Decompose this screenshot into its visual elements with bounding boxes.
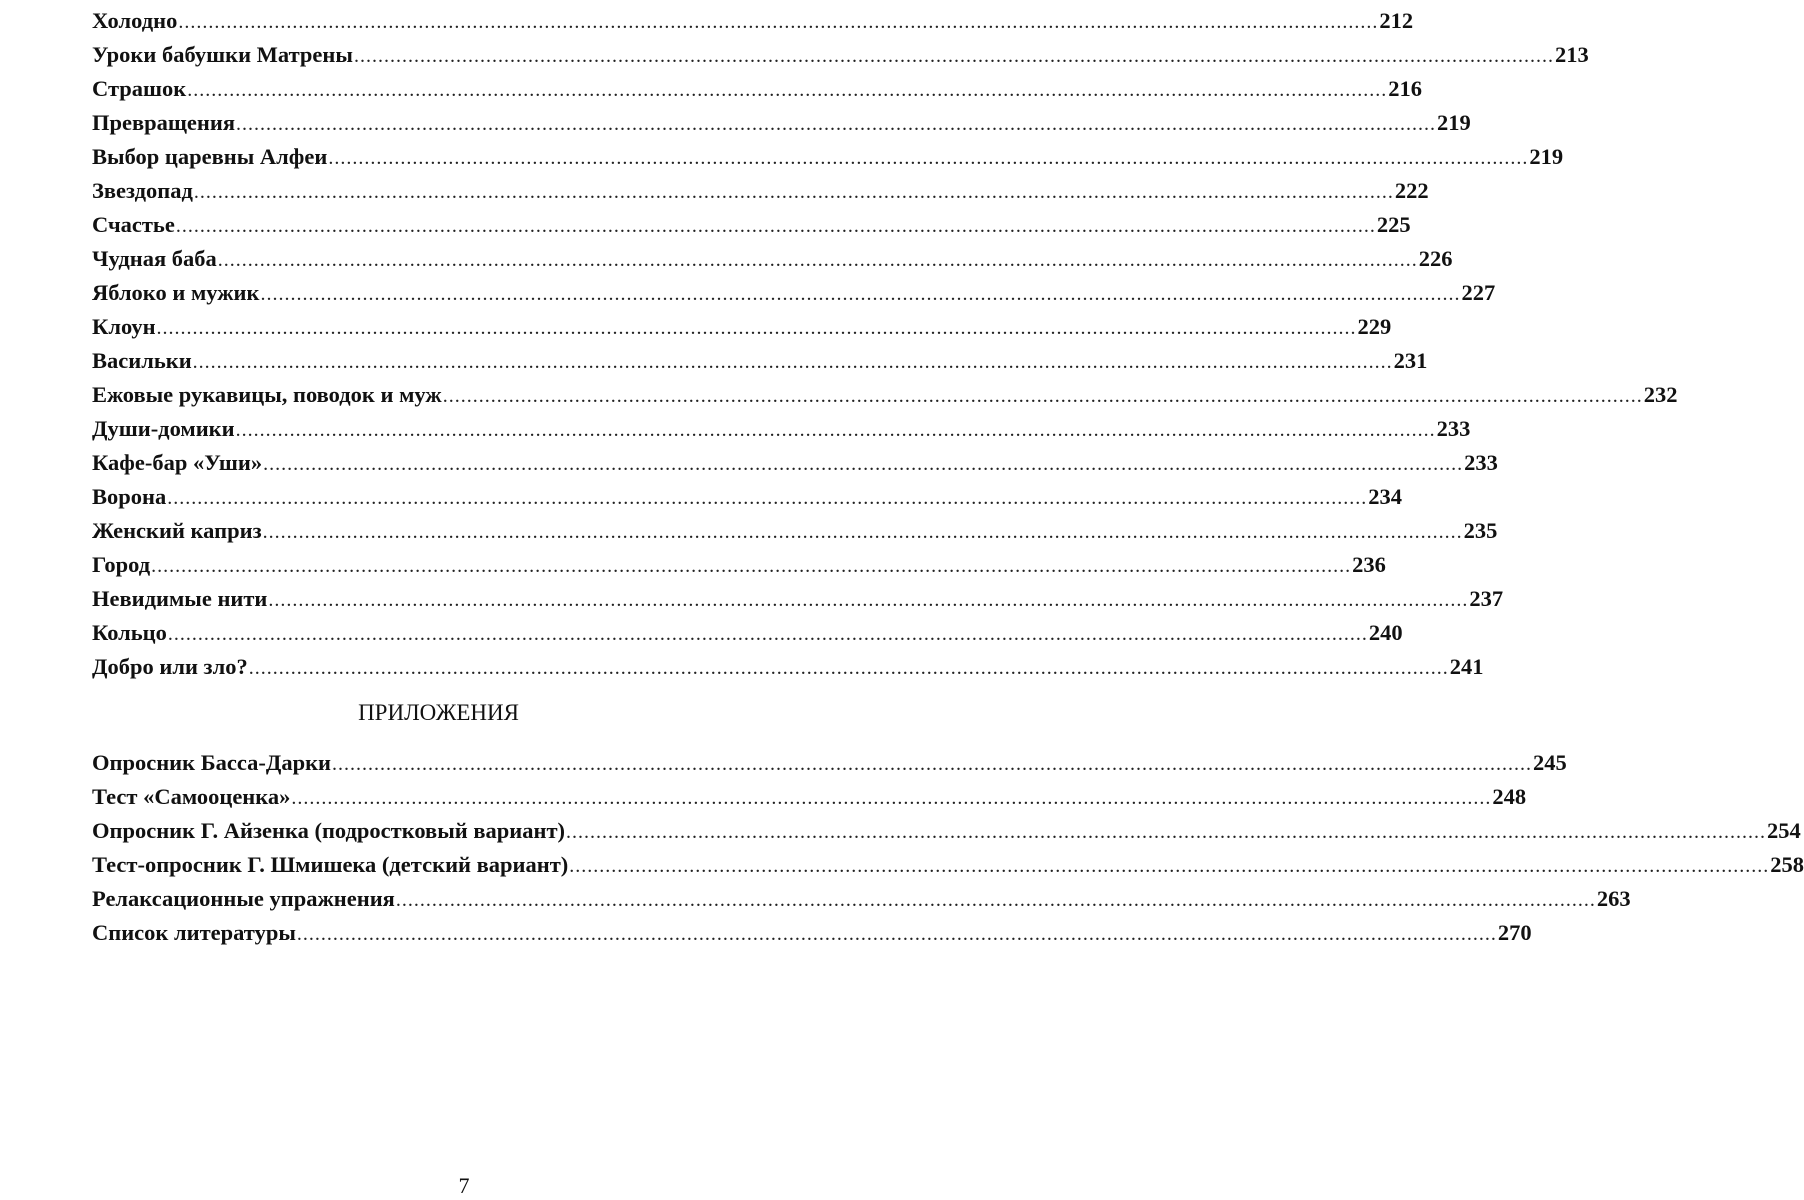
toc-entry-title: Тест-опросник Г. Шмишека (детский вариант) bbox=[92, 852, 569, 877]
toc-entry-page: 240 bbox=[1368, 620, 1403, 645]
toc-leader-dots: ........................................................................................................................................................................................................ bbox=[332, 753, 1533, 775]
toc-entry[interactable] bbox=[92, 242, 1453, 276]
toc-entry-page: 213 bbox=[1554, 42, 1589, 67]
toc-entry[interactable] bbox=[92, 848, 1804, 882]
toc-entry[interactable] bbox=[92, 446, 1498, 480]
toc-entry[interactable] bbox=[92, 4, 1414, 38]
toc-leader-dots: ........................................................................................................................................................................................................ bbox=[260, 283, 1461, 305]
toc-entry-title: Тест «Самооценка» bbox=[92, 784, 291, 809]
toc-entry[interactable] bbox=[92, 650, 1484, 684]
toc-entry-title: Женский каприз bbox=[92, 518, 262, 543]
toc-leader-dots: ........................................................................................................................................................................................................ bbox=[235, 419, 1436, 441]
toc-entry-title: Опросник Г. Айзенка (подростковый вариант) bbox=[92, 818, 566, 843]
toc-leader-dots: ........................................................................................................................................................................................................ bbox=[156, 317, 1357, 339]
toc-entry[interactable] bbox=[92, 310, 1392, 344]
toc-entry-page: 222 bbox=[1394, 178, 1429, 203]
toc-entry-title: Кафе-бар «Уши» bbox=[92, 450, 263, 475]
toc-entry-page: 216 bbox=[1388, 76, 1423, 101]
toc-leader-dots: ........................................................................................................................................................................................................ bbox=[291, 787, 1492, 809]
toc-entry[interactable] bbox=[92, 412, 1471, 446]
toc-leader-dots: ........................................................................................................................................................................................................ bbox=[566, 821, 1767, 843]
toc-entry[interactable] bbox=[92, 514, 1498, 548]
toc-entry-title: Уроки бабушки Матрены bbox=[92, 42, 353, 67]
toc-entry[interactable] bbox=[92, 480, 1402, 514]
toc-entry-page: 235 bbox=[1463, 518, 1498, 543]
toc-leader-dots: ........................................................................................................................................................................................................ bbox=[192, 351, 1393, 373]
toc-leader-dots: ........................................................................................................................................................................................................ bbox=[268, 589, 1469, 611]
toc-entry-page: 270 bbox=[1497, 920, 1532, 945]
toc-leader-dots: ........................................................................................................................................................................................................ bbox=[296, 923, 1497, 945]
toc-entry[interactable] bbox=[92, 140, 1564, 174]
appendix-heading: ПРИЛОЖЕНИЯ bbox=[358, 700, 519, 725]
toc-leader-dots: ........................................................................................................................................................................................................ bbox=[175, 215, 1376, 237]
toc-entry-title: Души-домики bbox=[92, 416, 235, 441]
toc-entry-page: 231 bbox=[1393, 348, 1428, 373]
toc-entry[interactable] bbox=[92, 916, 1532, 950]
toc-leader-dots: ........................................................................................................................................................................................................ bbox=[353, 45, 1554, 67]
toc-entry-page: 233 bbox=[1464, 450, 1498, 475]
toc-leader-dots: ........................................................................................................................................................................................................ bbox=[569, 855, 1770, 877]
toc-entry-page: 212 bbox=[1379, 8, 1414, 33]
toc-entry[interactable] bbox=[92, 882, 1631, 916]
toc-entry-title: Выбор царевны Алфеи bbox=[92, 144, 328, 169]
toc-leader-dots: ........................................................................................................................................................................................................ bbox=[151, 555, 1352, 577]
toc-entry-page: 237 bbox=[1469, 586, 1504, 611]
toc-entry-title: Релаксационные упражнения bbox=[92, 886, 395, 911]
toc-entry-page: 263 bbox=[1596, 886, 1631, 911]
toc-leader-dots: ........................................................................................................................................................................................................ bbox=[262, 521, 1463, 543]
toc-entry[interactable] bbox=[92, 548, 1386, 582]
toc-entry-page: 219 bbox=[1529, 144, 1564, 169]
toc-entry-page: 219 bbox=[1437, 110, 1471, 135]
toc-entry-title: Невидимые нити bbox=[92, 586, 268, 611]
toc-entry-page: 234 bbox=[1368, 484, 1402, 509]
toc-leader-dots: ........................................................................................................................................................................................................ bbox=[167, 487, 1368, 509]
toc-entry-page: 236 bbox=[1352, 552, 1386, 577]
toc-entry-title: Васильки bbox=[92, 348, 192, 373]
toc-leader-dots: ........................................................................................................................................................................................................ bbox=[193, 181, 1394, 203]
toc-leader-dots: ........................................................................................................................................................................................................ bbox=[167, 623, 1368, 645]
toc-entry[interactable] bbox=[92, 780, 1527, 814]
toc-entry[interactable] bbox=[92, 174, 1429, 208]
toc-entry-page: 225 bbox=[1376, 212, 1411, 237]
toc-entry-page: 241 bbox=[1449, 654, 1484, 679]
toc-leader-dots: ........................................................................................................................................................................................................ bbox=[328, 147, 1529, 169]
toc-entry-page: 245 bbox=[1533, 750, 1567, 775]
toc-entry-page: 226 bbox=[1418, 246, 1453, 271]
toc-entry-title: Счастье bbox=[92, 212, 175, 237]
toc-entry-page: 229 bbox=[1357, 314, 1392, 339]
toc-leader-dots: ........................................................................................................................................................................................................ bbox=[236, 113, 1436, 135]
toc-leader-dots: ........................................................................................................................................................................................................ bbox=[178, 11, 1379, 33]
toc-leader-dots: ........................................................................................................................................................................................................ bbox=[395, 889, 1596, 911]
toc-entry-page: 232 bbox=[1643, 382, 1678, 407]
toc-entry-title: Чудная баба bbox=[92, 246, 217, 271]
toc-entry-page: 258 bbox=[1770, 852, 1804, 877]
toc-entry-page: 254 bbox=[1767, 818, 1801, 843]
toc-entry[interactable] bbox=[92, 72, 1423, 106]
toc-leader-dots: ........................................................................................................................................................................................................ bbox=[248, 657, 1449, 679]
toc-entry-title: Список литературы bbox=[92, 920, 296, 945]
toc-entry-page: 248 bbox=[1492, 784, 1527, 809]
page-number: 7 bbox=[458, 1173, 470, 1198]
toc-appendix-list bbox=[92, 746, 1804, 950]
toc-leader-dots: ........................................................................................................................................................................................................ bbox=[442, 385, 1643, 407]
toc-entry[interactable] bbox=[92, 38, 1589, 72]
toc-entry[interactable] bbox=[92, 378, 1678, 412]
toc-entry-page: 227 bbox=[1461, 280, 1496, 305]
toc-entry-title: Превращения bbox=[92, 110, 235, 135]
toc-entry-title: Опросник Басса-Дарки bbox=[92, 750, 332, 775]
toc-entry-title: Холодно bbox=[92, 8, 178, 33]
toc-entry-title: Ворона bbox=[92, 484, 167, 509]
toc-entry[interactable] bbox=[92, 344, 1428, 378]
toc-entry-title: Яблоко и мужик bbox=[92, 280, 260, 305]
toc-entry[interactable] bbox=[92, 106, 1471, 140]
toc-entry-title: Город bbox=[92, 552, 151, 577]
toc-entry[interactable] bbox=[92, 814, 1801, 848]
toc-entry-title: Добро или зло? bbox=[92, 654, 248, 679]
toc-entry-page: 233 bbox=[1436, 416, 1471, 441]
toc-leader-dots: ........................................................................................................................................................................................................ bbox=[263, 453, 1464, 475]
toc-entry-title: Кольцо bbox=[92, 620, 167, 645]
toc-entry[interactable] bbox=[92, 616, 1403, 650]
toc-entry[interactable] bbox=[92, 208, 1411, 242]
toc-entry[interactable] bbox=[92, 582, 1504, 616]
toc-entry[interactable] bbox=[92, 746, 1567, 780]
toc-main-list bbox=[92, 4, 1678, 684]
toc-entry-title: Страшок bbox=[92, 76, 187, 101]
toc-leader-dots: ........................................................................................................................................................................................................ bbox=[217, 249, 1418, 271]
toc-entry[interactable] bbox=[92, 276, 1496, 310]
toc-entry-title: Ежовые рукавицы, поводок и муж bbox=[92, 382, 442, 407]
toc-entry-title: Клоун bbox=[92, 314, 156, 339]
toc-leader-dots: ........................................................................................................................................................................................................ bbox=[187, 79, 1388, 101]
toc-entry-title: Звездопад bbox=[92, 178, 193, 203]
